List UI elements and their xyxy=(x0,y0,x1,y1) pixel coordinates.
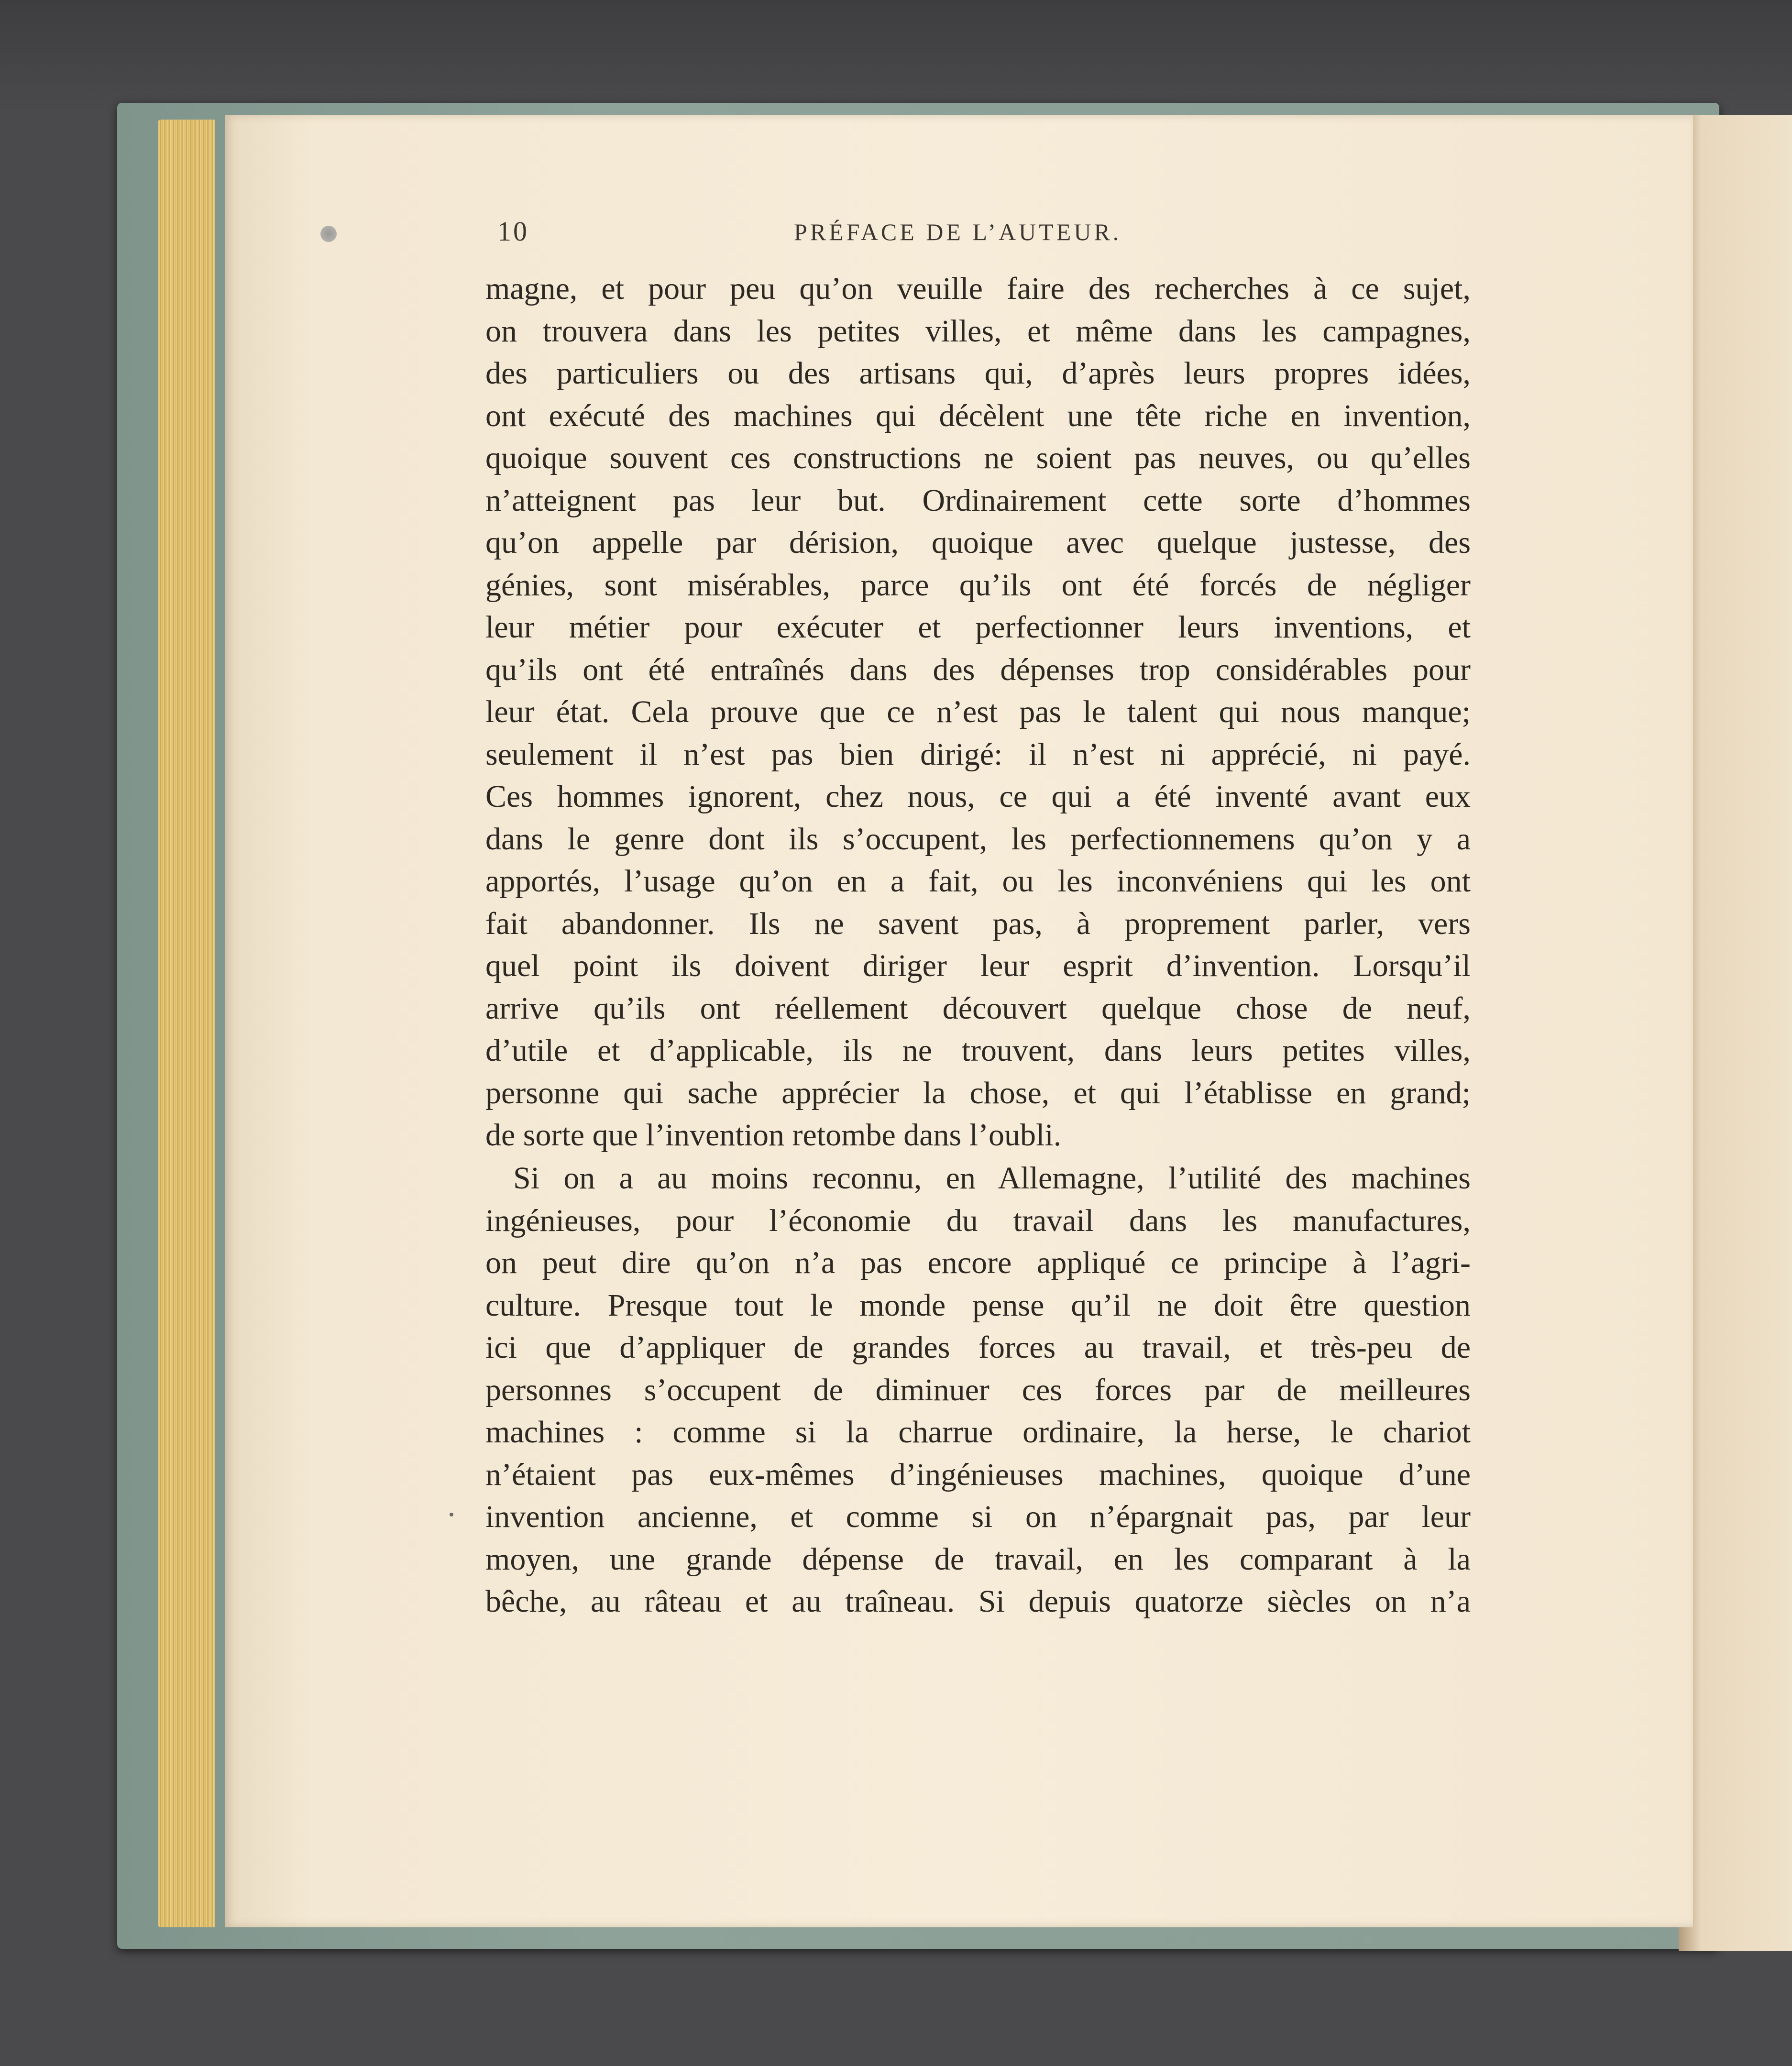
text-line: on peut dire qu’on n’a pas encore appliqué ce principe à l’agri- xyxy=(485,1245,1471,1280)
scanner-background xyxy=(0,0,1792,115)
paragraph-end-line: de sorte que l’invention retombe dans l’oubli. xyxy=(485,1118,1062,1153)
text-line: leur métier pour exécuter et perfectionner leurs inventions, et xyxy=(485,610,1471,645)
text-line: Ces hommes ignorent, chez nous, ce qui a été inventé avant eux xyxy=(485,779,1471,814)
text-line: magne, et pour peu qu’on veuille faire des recherches à ce sujet, xyxy=(485,271,1471,306)
text-line: seulement il n’est pas bien dirigé: il n’est ni apprécié, ni payé. xyxy=(485,736,1471,772)
text-line: bêche, au râteau et au traîneau. Si depuis quatorze siècles on n’a xyxy=(485,1584,1471,1619)
text-line: n’atteignent pas leur but. Ordinairement cette sorte d’hommes xyxy=(485,483,1471,518)
text-line: ici que d’appliquer de grandes forces au travail, et très-peu de xyxy=(485,1330,1471,1365)
margin-speck xyxy=(450,1513,453,1517)
running-head-title: PRÉFACE DE L’AUTEUR. xyxy=(794,219,1122,245)
text-line: arrive qu’ils ont réellement découvert quelque chose de neuf, xyxy=(485,990,1471,1026)
text-line: quoique souvent ces constructions ne soient pas neuves, ou qu’elles xyxy=(485,440,1471,475)
text-line: génies, sont misérables, parce qu’ils ont été forcés de négliger xyxy=(485,567,1471,603)
text-line: personnes s’occupent de diminuer ces forces par de meilleures xyxy=(485,1372,1471,1407)
body-text xyxy=(485,268,1471,1623)
text-line: fait abandonner. Ils ne savent pas, à proprement parler, vers xyxy=(485,906,1471,941)
text-line: ingénieuses, pour l’économie du travail dans les manufactures, xyxy=(485,1203,1471,1238)
text-line: quel point ils doivent diriger leur esprit d’invention. Lorsqu’il xyxy=(485,948,1471,983)
text-line: ont exécuté des machines qui décèlent une tête riche en invention, xyxy=(485,398,1471,433)
page-edges xyxy=(158,120,215,1927)
facing-page-edge xyxy=(1679,115,1792,1951)
text-line: leur état. Cela prouve que ce n’est pas le talent qui nous manque; xyxy=(485,694,1471,729)
text-line: qu’ils ont été entraînés dans des dépenses trop considérables pour xyxy=(485,652,1471,687)
text-line: culture. Presque tout le monde pense qu’il ne doit être question xyxy=(485,1287,1471,1323)
text-line: invention ancienne, et comme si on n’épargnait pas, par leur xyxy=(485,1499,1471,1534)
running-head xyxy=(497,215,1167,253)
text-line: moyen, une grande dépense de travail, en les comparant à la xyxy=(485,1541,1471,1577)
paragraph-start-line: Si on a au moins reconnu, en Allemagne, l’utilité des machines xyxy=(513,1161,1471,1196)
text-line: apportés, l’usage qu’on en a fait, ou les inconvéniens qui les ont xyxy=(485,864,1471,899)
text-line: qu’on appelle par dérision, quoique avec quelque justesse, des xyxy=(485,525,1471,560)
page-number: 10 xyxy=(497,216,529,247)
text-line: personne qui sache apprécier la chose, et qui l’établisse en grand; xyxy=(485,1075,1471,1110)
text-line: d’utile et d’applicable, ils ne trouvent, dans leurs petites villes, xyxy=(485,1033,1471,1068)
text-line: on trouvera dans les petites villes, et même dans les campagnes, xyxy=(485,313,1471,349)
ink-spot xyxy=(320,226,337,242)
text-line: dans le genre dont ils s’occupent, les perfectionnemens qu’on y a xyxy=(485,821,1471,857)
text-line: machines : comme si la charrue ordinaire, la herse, le chariot xyxy=(485,1415,1471,1450)
text-line: des particuliers ou des artisans qui, d’après leurs propres idées, xyxy=(485,356,1471,391)
text-line: n’étaient pas eux-mêmes d’ingénieuses machines, quoique d’une xyxy=(485,1457,1471,1492)
